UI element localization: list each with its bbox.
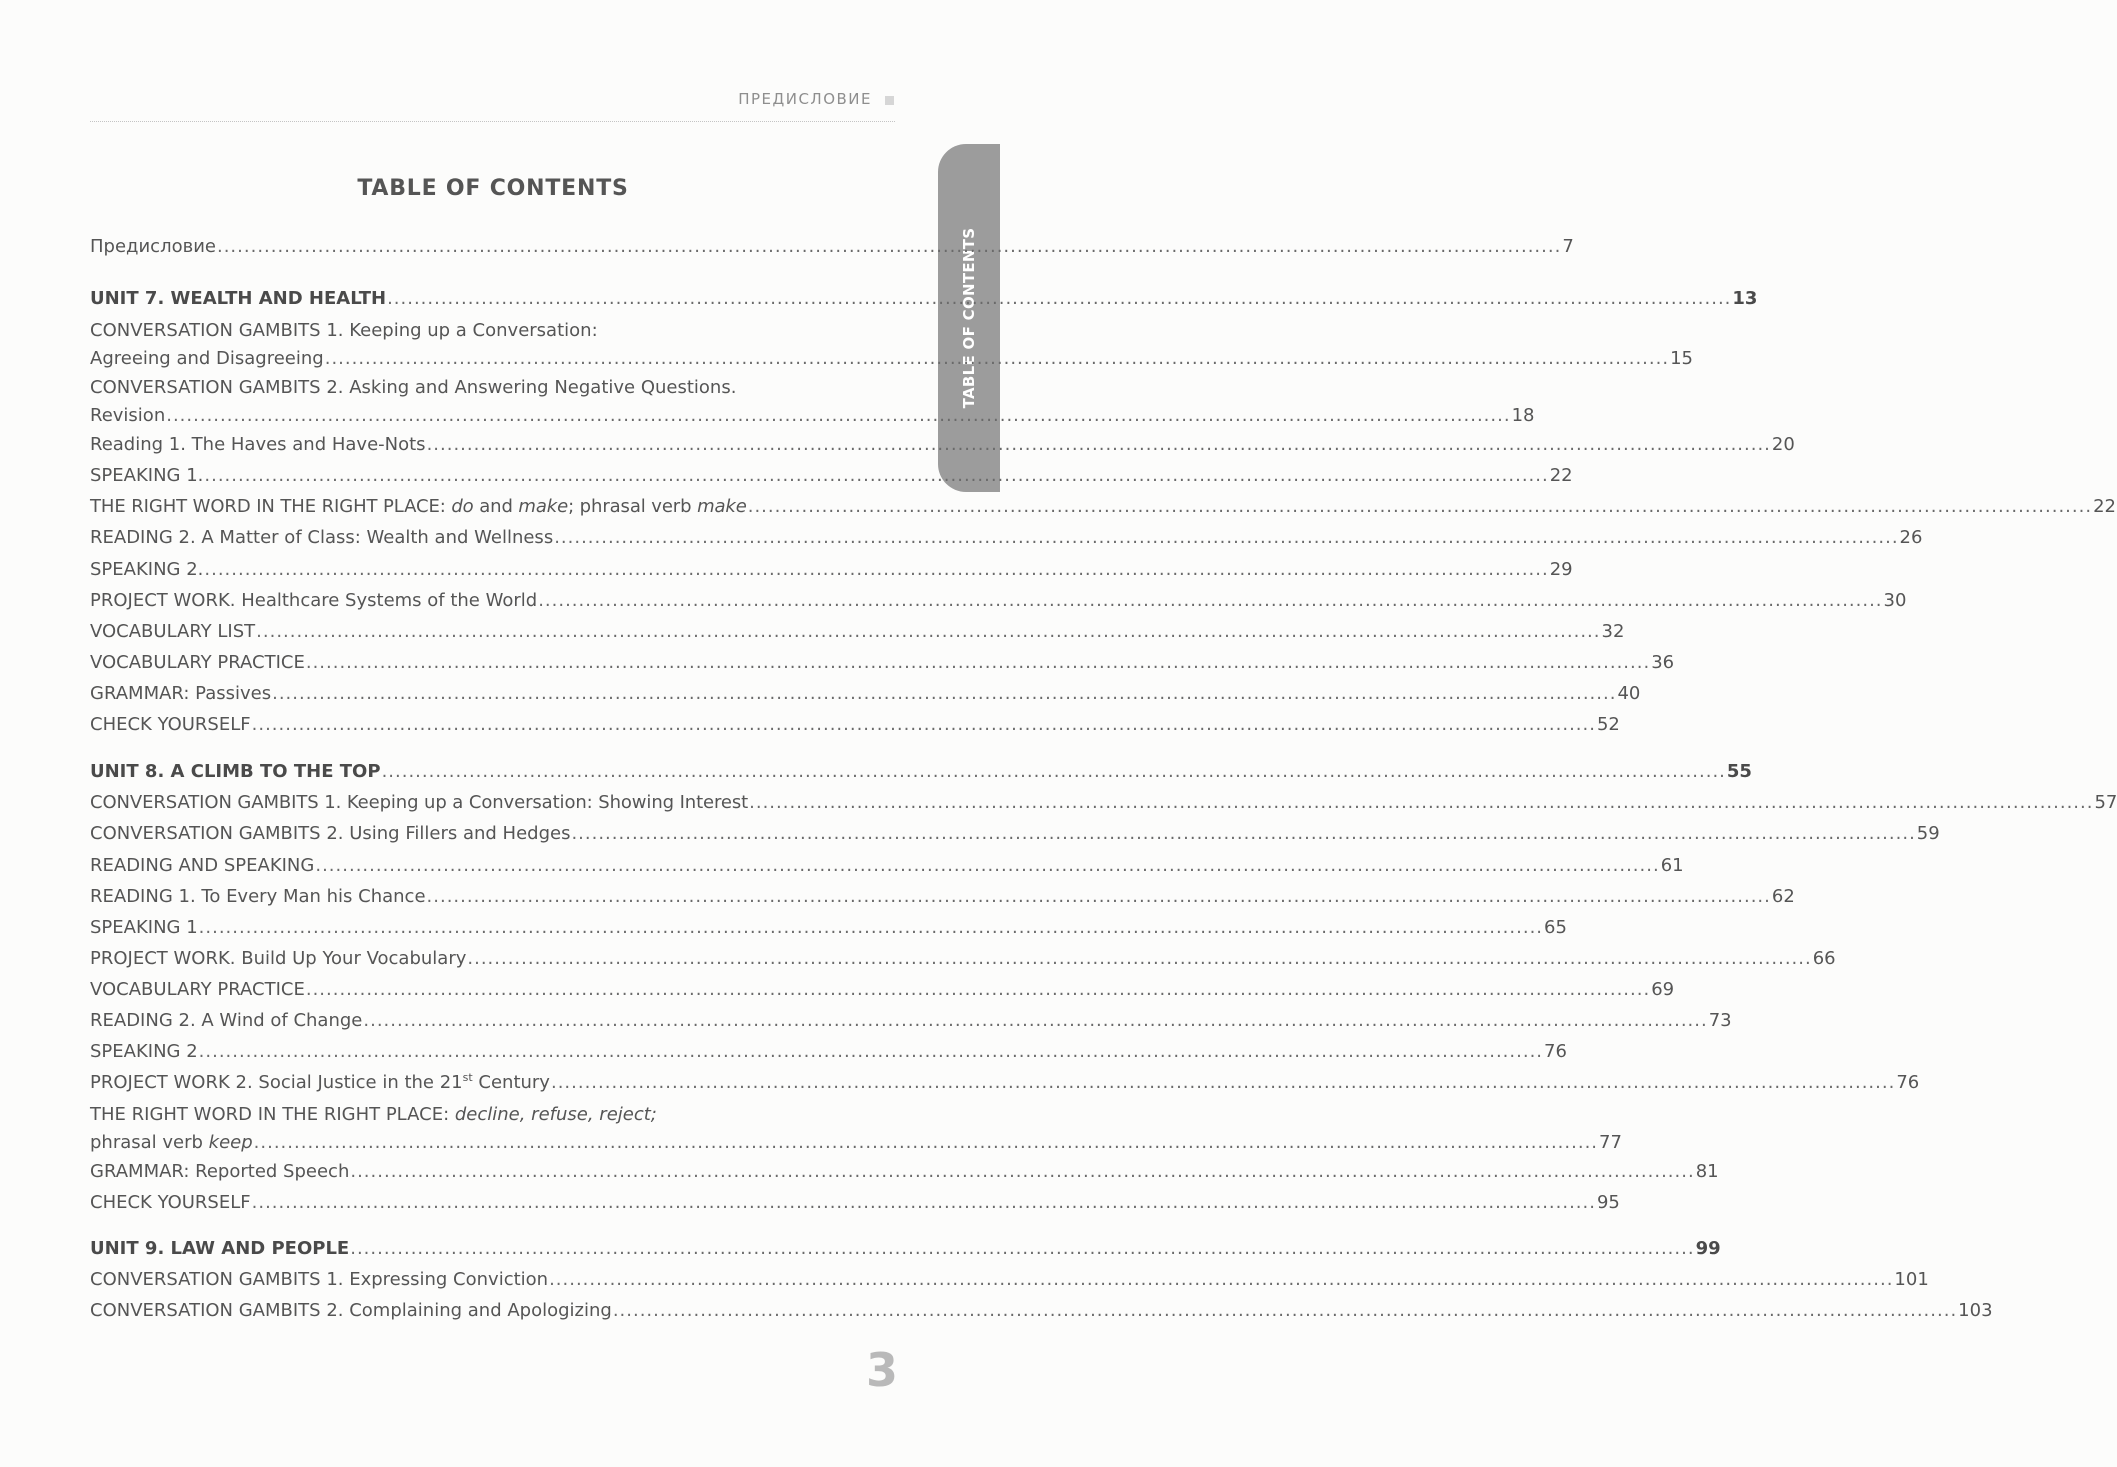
entry-label: VOCABULARY PRACTICE xyxy=(90,652,305,673)
dot-leader: ........................................................................................................................................................................................................ xyxy=(324,348,1670,369)
entry-page: 81 xyxy=(1695,1161,1719,1182)
entry-label: PROJECT WORK 2. Social Justice in the 21st Century xyxy=(90,1071,550,1093)
toc-unit-9 xyxy=(90,1238,1721,1260)
entry-label: CONVERSATION GAMBITS 1. Expressing Conviction xyxy=(90,1269,549,1290)
toc-entry xyxy=(90,320,1693,370)
entry-label: READING 1. To Every Man his Chance xyxy=(90,886,426,907)
toc-entry xyxy=(90,1104,1622,1154)
unit-page: 99 xyxy=(1695,1238,1721,1259)
entry-page: 29 xyxy=(1549,559,1573,580)
dot-leader: ........................................................................................................................................................................................................ xyxy=(251,714,1596,735)
entry-page: 76 xyxy=(1896,1072,1920,1093)
entry-label: Предисловие xyxy=(90,236,216,257)
toc-entry xyxy=(90,1300,1993,1322)
toc-entry xyxy=(90,683,1641,705)
entry-page: 77 xyxy=(1599,1132,1622,1153)
page-number: 3 xyxy=(865,1343,898,1397)
toc-entry xyxy=(90,1269,1929,1291)
toc-entry xyxy=(90,1161,1719,1183)
toc-entry xyxy=(90,590,1907,612)
dot-leader: ........................................................................................................................................................................................................ xyxy=(305,979,1651,1000)
dot-leader: ........................................................................................................................................................................................................ xyxy=(747,496,2093,517)
dot-leader: ........................................................................................................................................................................................................ xyxy=(315,855,1660,876)
entry-page: 62 xyxy=(1771,886,1795,907)
entry-page: 61 xyxy=(1660,855,1684,876)
entry-page: 22 xyxy=(1549,465,1573,486)
unit-page: 13 xyxy=(1732,288,1758,309)
dot-leader: ........................................................................................................................................................................................................ xyxy=(204,465,1549,486)
dot-leader: ........................................................................................................................................................................................................ xyxy=(204,559,1549,580)
dot-leader: ........................................................................................................................................................................................................ xyxy=(363,1010,1708,1031)
entry-page: 65 xyxy=(1544,917,1567,938)
toc-entry xyxy=(90,792,2117,814)
entry-label: Revision xyxy=(90,405,166,426)
entry-label-line1: CONVERSATION GAMBITS 2. Asking and Answering Negative Questions. xyxy=(90,377,737,398)
entry-label: SPEAKING 1. xyxy=(90,465,204,486)
toc-entry xyxy=(90,917,1567,939)
toc-entry xyxy=(90,714,1620,736)
toc-entry xyxy=(90,377,1535,427)
side-tab-label: TABLE OF CONTENTS xyxy=(960,227,978,409)
dot-leader: ........................................................................................................................................................................................................ xyxy=(467,948,1812,969)
entry-label: Agreeing and Disagreeing xyxy=(90,348,324,369)
toc-entry xyxy=(90,434,1795,456)
toc-entry xyxy=(90,948,1836,970)
dot-leader: ........................................................................................................................................................................................................ xyxy=(550,1072,1896,1093)
dot-leader: ........................................................................................................................................................................................................ xyxy=(272,683,1617,704)
entry-page: 20 xyxy=(1771,434,1795,455)
entry-label: CONVERSATION GAMBITS 1. Keeping up a Conversation: Showing Interest xyxy=(90,792,749,813)
unit-label: UNIT 8. A CLIMB TO THE TOP xyxy=(90,761,381,782)
toc-unit-7 xyxy=(90,288,1758,310)
entry-page: 40 xyxy=(1617,683,1641,704)
entry-page: 30 xyxy=(1883,590,1907,611)
dot-leader: ........................................................................................................................................................................................................ xyxy=(749,792,2094,813)
entry-page: 32 xyxy=(1601,621,1625,642)
entry-page: 103 xyxy=(1958,1300,1993,1321)
toc-entry xyxy=(90,1192,1620,1214)
unit-page: 55 xyxy=(1726,761,1752,782)
entry-page: 66 xyxy=(1812,948,1836,969)
entry-label: READING AND SPEAKING xyxy=(90,855,315,876)
toc-entry xyxy=(90,621,1625,643)
dot-leader: ........................................................................................................................................................................................................ xyxy=(571,823,1916,844)
dot-leader: ........................................................................................................................................................................................................ xyxy=(198,917,1544,938)
entry-label: GRAMMAR: Passives xyxy=(90,683,272,704)
entry-label: PROJECT WORK. Healthcare Systems of the World xyxy=(90,590,538,611)
entry-page: 15 xyxy=(1670,348,1693,369)
dot-leader: ........................................................................................................................................................................................................ xyxy=(216,236,1562,257)
toc-entry xyxy=(90,559,1573,581)
entry-label: VOCABULARY LIST xyxy=(90,621,256,642)
entry-page: 18 xyxy=(1511,405,1535,426)
dot-leader: ........................................................................................................................................................................................................ xyxy=(549,1269,1894,1290)
entry-page: 59 xyxy=(1916,823,1940,844)
header-rule xyxy=(90,121,895,122)
unit-label: UNIT 7. WEALTH AND HEALTH xyxy=(90,288,387,309)
dot-leader: ........................................................................................................................................................................................................ xyxy=(256,621,1601,642)
entry-label: CONVERSATION GAMBITS 2. Using Fillers and Hedges xyxy=(90,823,571,844)
entry-label: CHECK YOURSELF xyxy=(90,714,251,735)
entry-page: 69 xyxy=(1651,979,1675,1000)
dot-leader: ........................................................................................................................................................................................................ xyxy=(381,761,1726,782)
entry-page: 73 xyxy=(1708,1010,1732,1031)
toc-entry xyxy=(90,855,1684,877)
dot-leader: ........................................................................................................................................................................................................ xyxy=(166,405,1511,426)
entry-label: READING 2. A Matter of Class: Wealth and Wellness xyxy=(90,527,554,548)
entry-label: Reading 1. The Haves and Have-Nots xyxy=(90,434,426,455)
entry-label: THE RIGHT WORD IN THE RIGHT PLACE: do and make; phrasal verb make xyxy=(90,496,747,517)
toc-entry xyxy=(90,823,1940,845)
unit-label: UNIT 9. LAW AND PEOPLE xyxy=(90,1238,350,1259)
toc-unit-8 xyxy=(90,761,1752,783)
dot-leader: ........................................................................................................................................................................................................ xyxy=(350,1161,1695,1182)
entry-label: VOCABULARY PRACTICE xyxy=(90,979,305,1000)
dot-leader: ........................................................................................................................................................................................................ xyxy=(350,1238,1695,1259)
toc-entry xyxy=(90,465,1573,487)
running-head-marker xyxy=(885,96,894,105)
toc-entry xyxy=(90,1071,1920,1094)
entry-page: 57 xyxy=(2094,792,2117,813)
entry-page: 76 xyxy=(1544,1041,1567,1062)
entry-page: 7 xyxy=(1562,236,1574,257)
dot-leader: ........................................................................................................................................................................................................ xyxy=(426,434,1771,455)
entry-label: phrasal verb keep xyxy=(90,1132,253,1153)
running-head: ПРЕДИСЛОВИЕ xyxy=(738,90,872,108)
entry-label: GRAMMAR: Reported Speech xyxy=(90,1161,350,1182)
entry-label: SPEAKING 1 xyxy=(90,917,198,938)
page-title: TABLE OF CONTENTS xyxy=(357,176,629,201)
dot-leader: ........................................................................................................................................................................................................ xyxy=(251,1192,1596,1213)
toc-entry xyxy=(90,1041,1567,1063)
entry-page: 22 xyxy=(2093,496,2116,517)
dot-leader: ........................................................................................................................................................................................................ xyxy=(387,288,1732,309)
dot-leader: ........................................................................................................................................................................................................ xyxy=(253,1132,1599,1153)
entry-page: 101 xyxy=(1894,1269,1929,1290)
entry-label: PROJECT WORK. Build Up Your Vocabulary xyxy=(90,948,467,969)
dot-leader: ........................................................................................................................................................................................................ xyxy=(612,1300,1958,1321)
entry-label: READING 2. A Wind of Change xyxy=(90,1010,363,1031)
entry-label: SPEAKING 2 xyxy=(90,1041,198,1062)
entry-label-line1: CONVERSATION GAMBITS 1. Keeping up a Conversation: xyxy=(90,320,598,341)
dot-leader: ........................................................................................................................................................................................................ xyxy=(305,652,1651,673)
toc-entry xyxy=(90,979,1675,1001)
toc-entry-preface xyxy=(90,236,1574,258)
entry-label: CHECK YOURSELF xyxy=(90,1192,251,1213)
toc-entry xyxy=(90,496,2116,518)
entry-page: 26 xyxy=(1899,527,1923,548)
toc-entry xyxy=(90,1010,1732,1032)
dot-leader: ........................................................................................................................................................................................................ xyxy=(554,527,1899,548)
dot-leader: ........................................................................................................................................................................................................ xyxy=(538,590,1883,611)
entry-label: SPEAKING 2. xyxy=(90,559,204,580)
entry-label: CONVERSATION GAMBITS 2. Complaining and Apologizing xyxy=(90,1300,612,1321)
toc-entry xyxy=(90,886,1795,908)
dot-leader: ........................................................................................................................................................................................................ xyxy=(198,1041,1544,1062)
entry-page: 95 xyxy=(1596,1192,1620,1213)
entry-label-line1: THE RIGHT WORD IN THE RIGHT PLACE: decline, refuse, reject; xyxy=(90,1104,657,1125)
toc-entry xyxy=(90,527,1923,549)
entry-page: 36 xyxy=(1651,652,1675,673)
entry-page: 52 xyxy=(1596,714,1620,735)
dot-leader: ........................................................................................................................................................................................................ xyxy=(426,886,1771,907)
toc-entry xyxy=(90,652,1675,674)
